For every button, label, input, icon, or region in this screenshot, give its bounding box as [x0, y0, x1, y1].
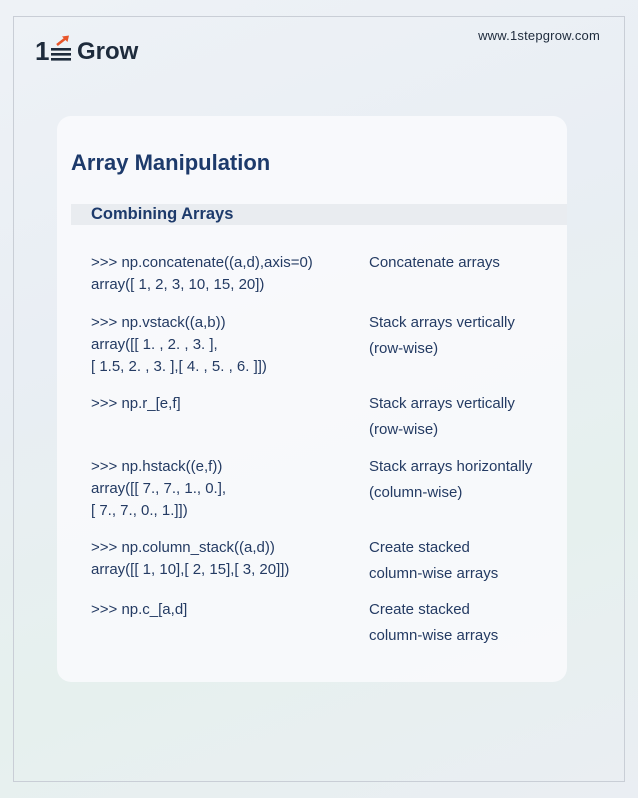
page-title: Array Manipulation [71, 150, 271, 175]
code-line: array([[ 1. , 2. , 3. ], [91, 336, 218, 353]
description-line: (row-wise) [369, 340, 439, 357]
code-line: >>> np.r_[e,f] [91, 395, 181, 412]
description [369, 310, 559, 362]
code-snippet [91, 312, 361, 378]
code-line: [ 1.5, 2. , 3. ],[ 4. , 5. , 6. ]]) [91, 358, 267, 375]
code-line: array([ 1, 2, 3, 10, 15, 20]) [91, 276, 265, 293]
section-header [71, 204, 567, 225]
description-line: (column-wise) [369, 484, 463, 501]
description [369, 454, 559, 506]
code-line: [ 7., 7., 0., 1.]]) [91, 502, 188, 519]
description [369, 250, 559, 276]
svg-text:1: 1 [35, 36, 50, 64]
code-snippet [91, 599, 361, 621]
description-line: Stack arrays vertically [369, 395, 515, 412]
description-line: Stack arrays horizontally [369, 458, 533, 475]
code-snippet [91, 456, 361, 522]
logo-mark-icon [35, 34, 75, 64]
brand-logo[interactable] [35, 32, 138, 64]
code-snippet [91, 393, 361, 415]
site-url[interactable]: www.1stepgrow.com [478, 28, 600, 43]
section-title: Combining Arrays [91, 205, 234, 223]
description-line: (row-wise) [369, 421, 439, 438]
description [369, 391, 559, 443]
description-line: Stack arrays vertically [369, 314, 515, 331]
code-snippet [91, 252, 361, 296]
logo-text: Grow [77, 38, 139, 65]
description-line: column-wise arrays [369, 627, 499, 644]
code-line: >>> np.column_stack((a,d)) [91, 539, 275, 556]
description-line: Create stacked [369, 539, 470, 556]
description-line: Concatenate arrays [369, 254, 500, 271]
description [369, 597, 559, 649]
description [369, 535, 559, 587]
content-card [57, 116, 567, 682]
description-line: Create stacked [369, 601, 470, 618]
code-line: >>> np.concatenate((a,d),axis=0) [91, 254, 313, 271]
code-snippet [91, 537, 361, 581]
code-line: >>> np.c_[a,d] [91, 601, 188, 618]
description-line: column-wise arrays [369, 565, 499, 582]
code-line: >>> np.hstack((e,f)) [91, 458, 223, 475]
code-line: array([[ 7., 7., 1., 0.], [91, 480, 227, 497]
code-line: >>> np.vstack((a,b)) [91, 314, 226, 331]
code-line: array([[ 1, 10],[ 2, 15],[ 3, 20]]) [91, 561, 290, 578]
